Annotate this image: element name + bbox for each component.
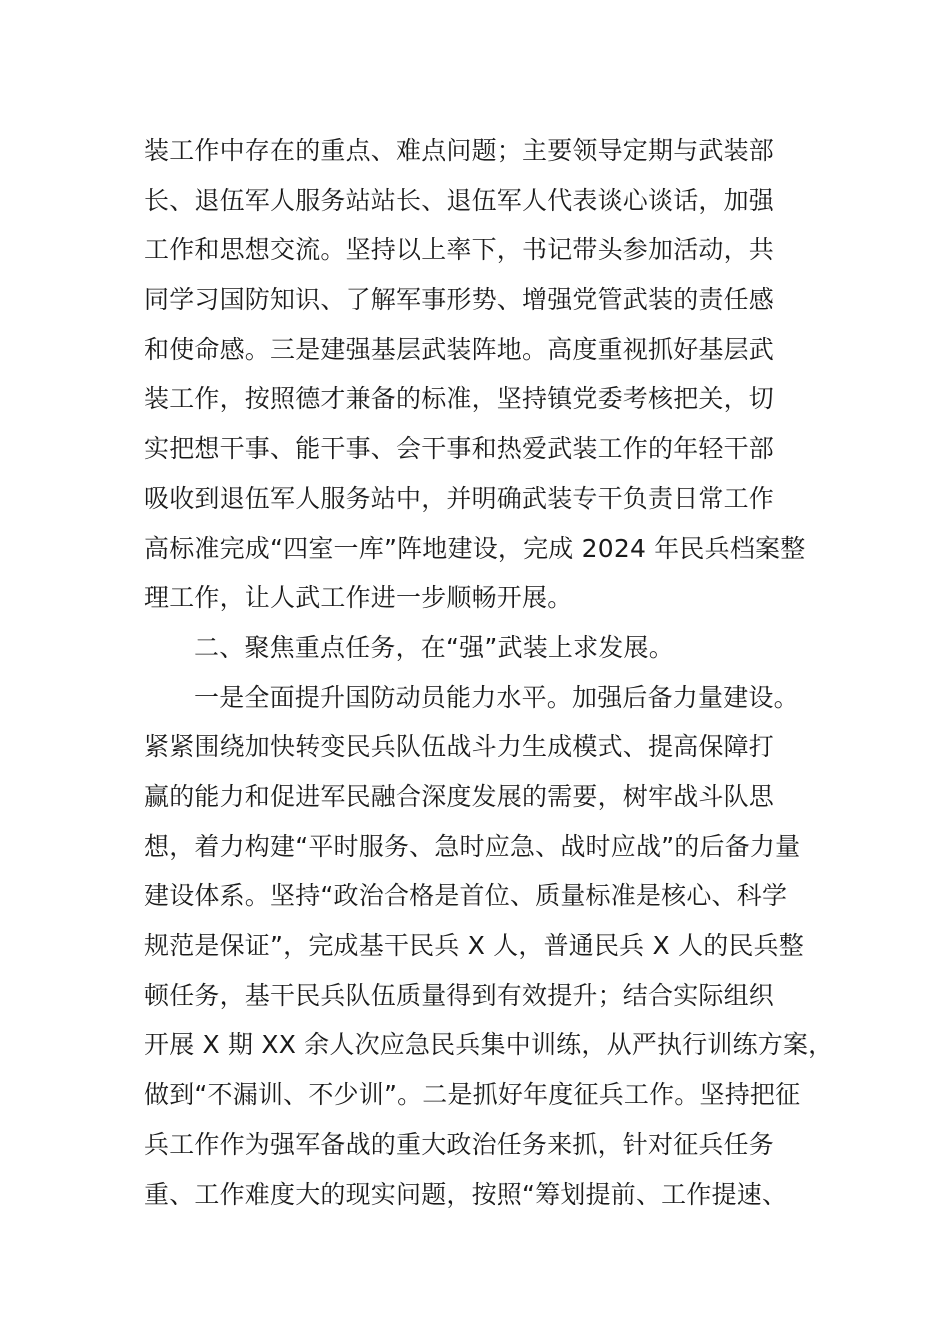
text-line: 装工作中存在的重点、难点问题；主要领导定期与武装部: [144, 136, 775, 165]
text-line: 赢的能力和促进军民融合深度发展的需要，树牢战斗队思: [144, 782, 775, 811]
text-line: 工作和思想交流。坚持以上率下，书记带头参加活动，共: [144, 235, 775, 264]
text-line: 想，着力构建“平时服务、急时应急、战时应战”的后备力量: [144, 832, 801, 861]
text-line: 和使命感。三是建强基层武装阵地。高度重视抓好基层武: [144, 335, 775, 364]
text-line: 理工作，让人武工作进一步顺畅开展。: [144, 583, 573, 612]
text-line: 开展 X 期 XX 余人次应急民兵集中训练，从严执行训练方案，: [144, 1030, 834, 1059]
text-line: 紧紧围绕加快转变民兵队伍战斗力生成模式、提高保障打: [144, 732, 775, 761]
text-line: 兵工作作为强军备战的重大政治任务来抓，针对征兵任务: [144, 1130, 775, 1159]
text-line: 重、工作难度大的现实问题，按照“筹划提前、工作提速、: [144, 1180, 788, 1209]
text-line: 规范是保证”，完成基干民兵 X 人，普通民兵 X 人的民兵整: [144, 931, 804, 960]
text-line: 顿任务，基干民兵队伍质量得到有效提升；结合实际组织: [144, 981, 775, 1010]
text-line: 做到“不漏训、不少训”。二是抓好年度征兵工作。坚持把征: [144, 1080, 801, 1109]
text-line: 实把想干事、能干事、会干事和热爱武装工作的年轻干部: [144, 434, 775, 463]
text-line: 建设体系。坚持“政治合格是首位、质量标准是核心、科学: [144, 881, 788, 910]
text-line: 吸收到退伍军人服务站中，并明确武装专干负责日常工作: [144, 484, 775, 513]
text-line: 高标准完成“四室一库”阵地建设，完成 2024 年民兵档案整: [144, 534, 806, 563]
text-line: 装工作，按照德才兼备的标准，坚持镇党委考核把关，切: [144, 384, 775, 413]
text-line: 同学习国防知识、了解军事形势、增强党管武装的责任感: [144, 285, 775, 314]
text-line: 一是全面提升国防动员能力水平。加强后备力量建设。: [194, 683, 799, 712]
section-heading: 二、聚焦重点任务，在“强”武装上求发展。: [194, 633, 674, 662]
text-line: 长、退伍军人服务站站长、退伍军人代表谈心谈话，加强: [144, 186, 775, 215]
